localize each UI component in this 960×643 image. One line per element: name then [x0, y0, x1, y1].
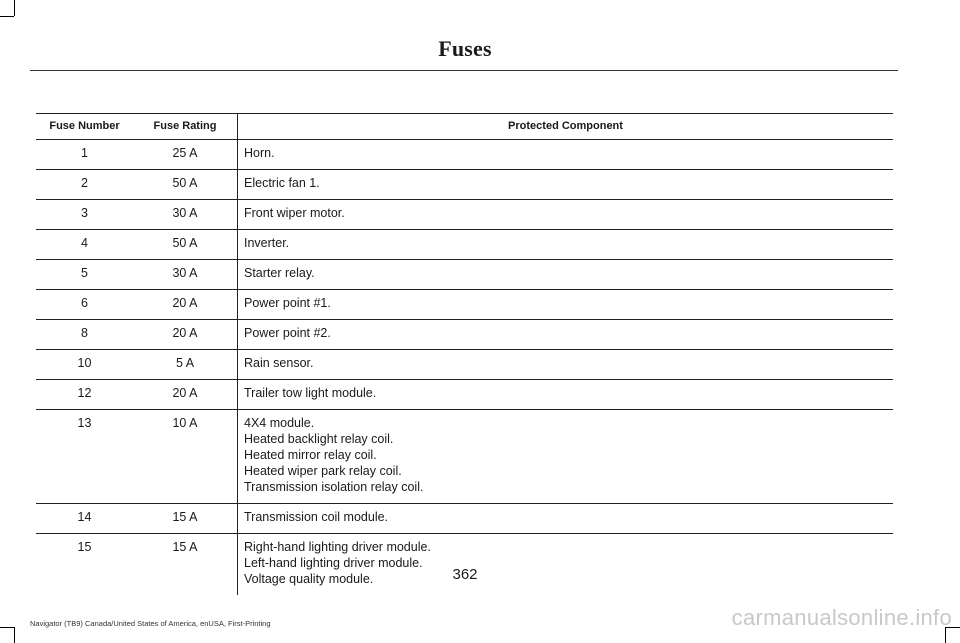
crop-mark — [14, 627, 15, 643]
fuse-rating-cell: 15 A — [133, 504, 238, 534]
fuse-number-cell: 5 — [36, 260, 133, 290]
fuse-rating-cell: 25 A — [133, 140, 238, 170]
protected-component-cell — [238, 230, 894, 260]
publication-footer: Navigator (TB9) Canada/United States of America, enUSA, First-Printing — [30, 619, 271, 628]
protected-component-item: Trailer tow light module. — [244, 386, 377, 400]
protected-component-item: Right-hand lighting driver module. — [244, 540, 431, 554]
protected-component-cell — [238, 410, 894, 504]
fuse-number-cell: 12 — [36, 380, 133, 410]
table-row — [36, 260, 893, 290]
fuse-rating-cell: 10 A — [133, 410, 238, 504]
table-row — [36, 410, 893, 504]
page-number: 362 — [452, 566, 478, 583]
fuse-number-cell: 2 — [36, 170, 133, 200]
table-row — [36, 290, 893, 320]
table-row — [36, 230, 893, 260]
table-row — [36, 504, 893, 534]
column-header-fuse-number: Fuse Number — [36, 114, 133, 140]
table-row — [36, 200, 893, 230]
page-title: Fuses — [438, 36, 492, 61]
protected-component-item: Power point #1. — [244, 296, 331, 310]
table-header-row — [36, 114, 893, 140]
protected-component-item: Electric fan 1. — [244, 176, 320, 190]
fuse-rating-cell: 20 A — [133, 290, 238, 320]
table-row — [36, 534, 893, 596]
protected-component-cell — [238, 350, 894, 380]
protected-component-item: Starter relay. — [244, 266, 315, 280]
protected-component-item: Front wiper motor. — [244, 206, 345, 220]
protected-component-cell — [238, 170, 894, 200]
protected-component-item: Transmission isolation relay coil. — [244, 480, 424, 494]
fuse-number-cell: 6 — [36, 290, 133, 320]
protected-component-cell — [238, 290, 894, 320]
table-row — [36, 380, 893, 410]
protected-component-item: Horn. — [244, 146, 275, 160]
fuse-rating-cell: 5 A — [133, 350, 238, 380]
fuse-table — [36, 113, 893, 595]
protected-component-item: Rain sensor. — [244, 356, 314, 370]
table-row — [36, 320, 893, 350]
crop-mark — [0, 627, 14, 628]
protected-component-cell — [238, 260, 894, 290]
fuse-number-cell: 15 — [36, 534, 133, 596]
fuse-table-body — [36, 140, 893, 596]
column-header-fuse-rating: Fuse Rating — [133, 114, 238, 140]
protected-component-item: Heated wiper park relay coil. — [244, 464, 402, 478]
protected-component-cell — [238, 320, 894, 350]
crop-mark — [0, 16, 14, 17]
fuse-number-cell: 8 — [36, 320, 133, 350]
fuse-number-cell: 10 — [36, 350, 133, 380]
header-divider — [30, 70, 898, 71]
protected-component-item: Inverter. — [244, 236, 290, 250]
fuse-rating-cell: 20 A — [133, 380, 238, 410]
fuse-rating-cell: 50 A — [133, 230, 238, 260]
protected-component-cell — [238, 200, 894, 230]
fuse-number-cell: 1 — [36, 140, 133, 170]
crop-mark — [14, 0, 15, 16]
protected-component-item: Left-hand lighting driver module. — [244, 556, 423, 570]
protected-component-cell — [238, 534, 894, 596]
column-header-protected-component: Protected Component — [238, 114, 894, 140]
protected-component-item: Voltage quality module. — [244, 572, 374, 586]
fuse-rating-cell: 30 A — [133, 200, 238, 230]
protected-component-cell — [238, 380, 894, 410]
protected-component-item: Transmission coil module. — [244, 510, 389, 524]
protected-component-item: Heated mirror relay coil. — [244, 448, 377, 462]
table-row — [36, 170, 893, 200]
protected-component-cell — [238, 140, 894, 170]
table-row — [36, 140, 893, 170]
fuse-number-cell: 4 — [36, 230, 133, 260]
protected-component-cell — [238, 504, 894, 534]
protected-component-item: Heated backlight relay coil. — [244, 432, 394, 446]
watermark: carmanualsonline.info — [731, 605, 952, 630]
fuse-number-cell: 3 — [36, 200, 133, 230]
table-row — [36, 350, 893, 380]
fuse-rating-cell: 20 A — [133, 320, 238, 350]
fuse-rating-cell: 50 A — [133, 170, 238, 200]
fuse-rating-cell: 15 A — [133, 534, 238, 596]
table-column-divider — [237, 530, 238, 538]
protected-component-item: 4X4 module. — [244, 416, 315, 430]
protected-component-item: Power point #2. — [244, 326, 331, 340]
fuse-number-cell: 13 — [36, 410, 133, 504]
fuse-rating-cell: 30 A — [133, 260, 238, 290]
fuse-number-cell: 14 — [36, 504, 133, 534]
